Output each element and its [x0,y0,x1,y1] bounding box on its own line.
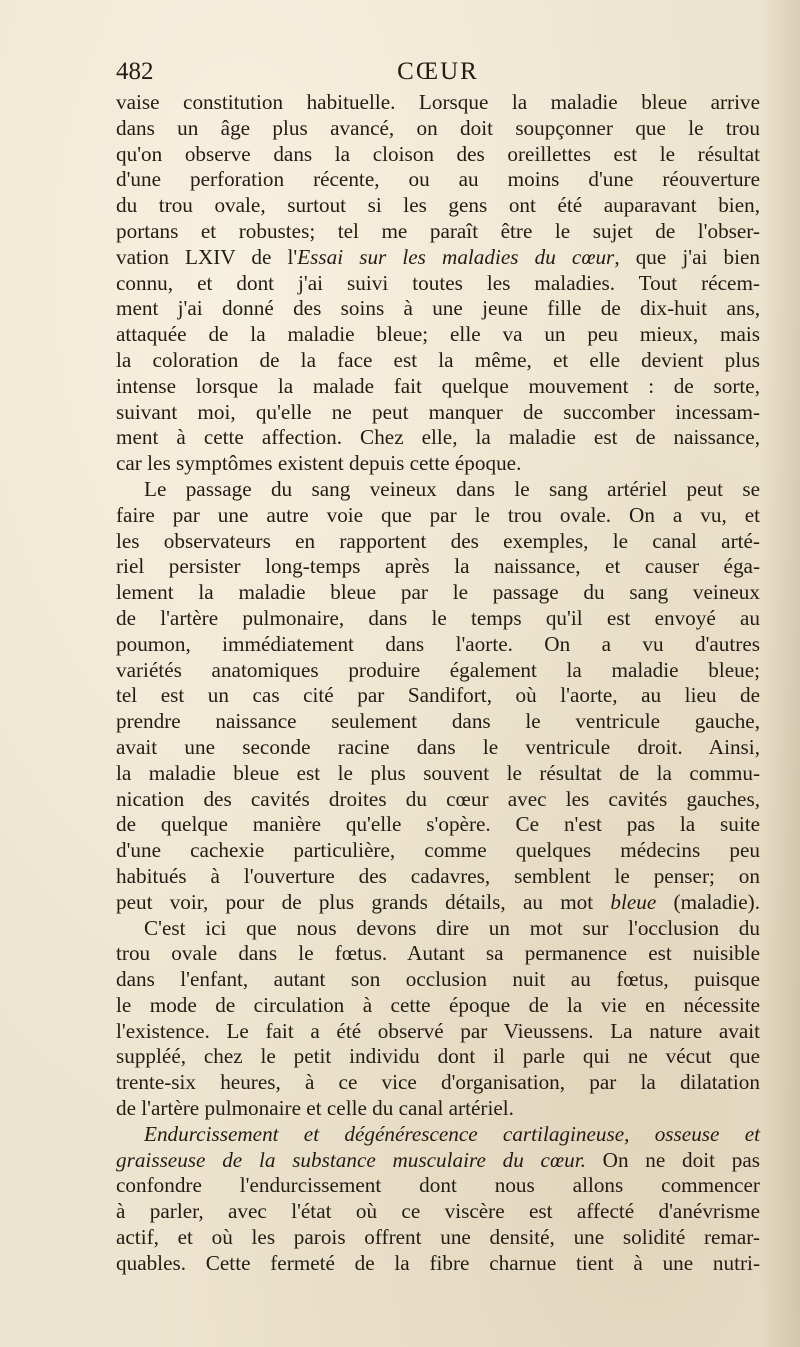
text-line: poumon, immédiatement dans l'aorte. On a vu d'autres [116,631,760,656]
text-line: portans et robustes; tel me paraît être le sujet de l'obser- [116,218,760,243]
text-line: ment à cette affection. Chez elle, la maladie est de naissance, [116,425,760,450]
text-line: la maladie bleue est le plus souvent le résultat de la commu- [116,760,760,785]
section-heading-continued: graisseuse de la substance musculaire du cœur. [116,1147,586,1172]
text-line: trente-six heures, à ce vice d'organisation, par la dilatation [116,1070,760,1095]
text-line: d'une perforation récente, ou au moins d'une réouverture [116,167,760,192]
text-line: faire par une autre voie que par le trou ovale. On a vu, et [116,502,760,527]
text-line: l'existence. Le fait a été observé par Vieussens. La nature avait [116,1018,760,1043]
paragraph [116,916,760,1122]
text-line: de l'artère pulmonaire et celle du canal artériel. [116,1096,514,1121]
paragraph [116,477,760,916]
text-line: dans un âge plus avancé, on doit soupçonner que le trou [116,115,760,140]
text-line: d'une cachexie particulière, comme quelques médecins peu [116,838,760,863]
text-line: qu'on observe dans la cloison des oreillettes est le résultat [116,141,760,166]
text-line: suivant moi, qu'elle ne peut manquer de succomber incessam- [116,399,760,424]
page-number: 482 [116,58,154,85]
text-line: intense lorsque la malade fait quelque mouvement : de sorte, [116,373,760,398]
running-head [116,58,760,92]
text-line: à parler, avec l'état où ce viscère est affecté d'anévrisme [116,1199,760,1224]
text-line: variétés anatomiques produire également la maladie bleue; [116,657,760,682]
text-line: nication des cavités droites du cœur avec les cavités gauches, [116,786,760,811]
text-line: prendre naissance seulement dans le ventricule gauche, [116,709,760,734]
text-run: peut voir, pour de plus grands détails, au mot [116,889,611,914]
text-line: car les symptômes existent depuis cette époque. [116,451,522,476]
text-line [116,1148,760,1174]
text-line: actif, et où les parois offrent une densité, une solidité remar- [116,1225,760,1250]
text-line: les observateurs en rapportent des exemples, le canal arté- [116,528,760,553]
text-line: de quelque manière qu'elle s'opère. Ce n'est pas la suite [116,812,760,837]
text-line: vaise constitution habituelle. Lorsque la maladie bleue arrive [116,90,760,114]
text-line: confondre l'endurcissement dont nous allons commencer [116,1173,760,1198]
text-line [116,890,760,916]
cross-reference-italic: bleue [610,889,657,914]
section-heading: Endurcissement et dégénérescence cartilagineuse, osseuse et [144,1121,760,1146]
text-line: attaquée de la maladie bleue; elle va un peu mieux, mais [116,322,760,347]
text-line: suppléé, chez le petit individu dont il parle qui ne vécut que [116,1044,760,1069]
text-line: du trou ovale, surtout si les gens ont été auparavant bien, [116,193,760,218]
body-text [116,90,760,1277]
text-run: On ne doit pas [585,1147,760,1172]
text-line: le mode de circulation à cette époque de la vie en nécessite [116,992,760,1017]
section-paragraph [116,1122,760,1277]
text-line: habitués à l'ouverture des cadavres, semblent le penser; on [116,863,760,888]
text-run: (maladie). [656,889,761,914]
running-title: CŒUR [397,58,479,85]
text-line: tel est un cas cité par Sandifort, où l'aorte, au lieu de [116,683,760,708]
text-line: Le passage du sang veineux dans le sang artériel peut se [144,476,760,501]
text-line: trou ovale dans le fœtus. Autant sa permanence est nuisible [116,941,760,966]
text-line: quables. Cette fermeté de la fibre charnue tient à une nutri- [116,1250,760,1275]
text-line: dans l'enfant, autant son occlusion nuit au fœtus, puisque [116,967,760,992]
text-line: lement la maladie bleue par le passage du sang veineux [116,580,760,605]
text-line: connu, et dont j'ai suivi toutes les maladies. Tout récem- [116,270,760,295]
text-line: riel persister long-temps après la naissance, et causer éga- [116,554,760,579]
text-line [116,245,760,271]
text-line: la coloration de la face est la même, et elle devient plus [116,347,760,372]
book-title-italic: Essai sur les maladies du cœur [297,244,615,269]
text-line: C'est ici que nous devons dire un mot sur l'occlusion du [144,915,760,940]
text-line: ment j'ai donné des soins à une jeune fille de dix-huit ans, [116,296,760,321]
text-run: , que j'ai bien [614,244,760,269]
text-line: avait une seconde racine dans le ventricule droit. Ainsi, [116,734,760,759]
text-line: de l'artère pulmonaire, dans le temps qu'il est envoyé au [116,605,760,630]
paragraph-continuation [116,90,760,477]
text-run: vation LXIV de l' [116,244,298,269]
